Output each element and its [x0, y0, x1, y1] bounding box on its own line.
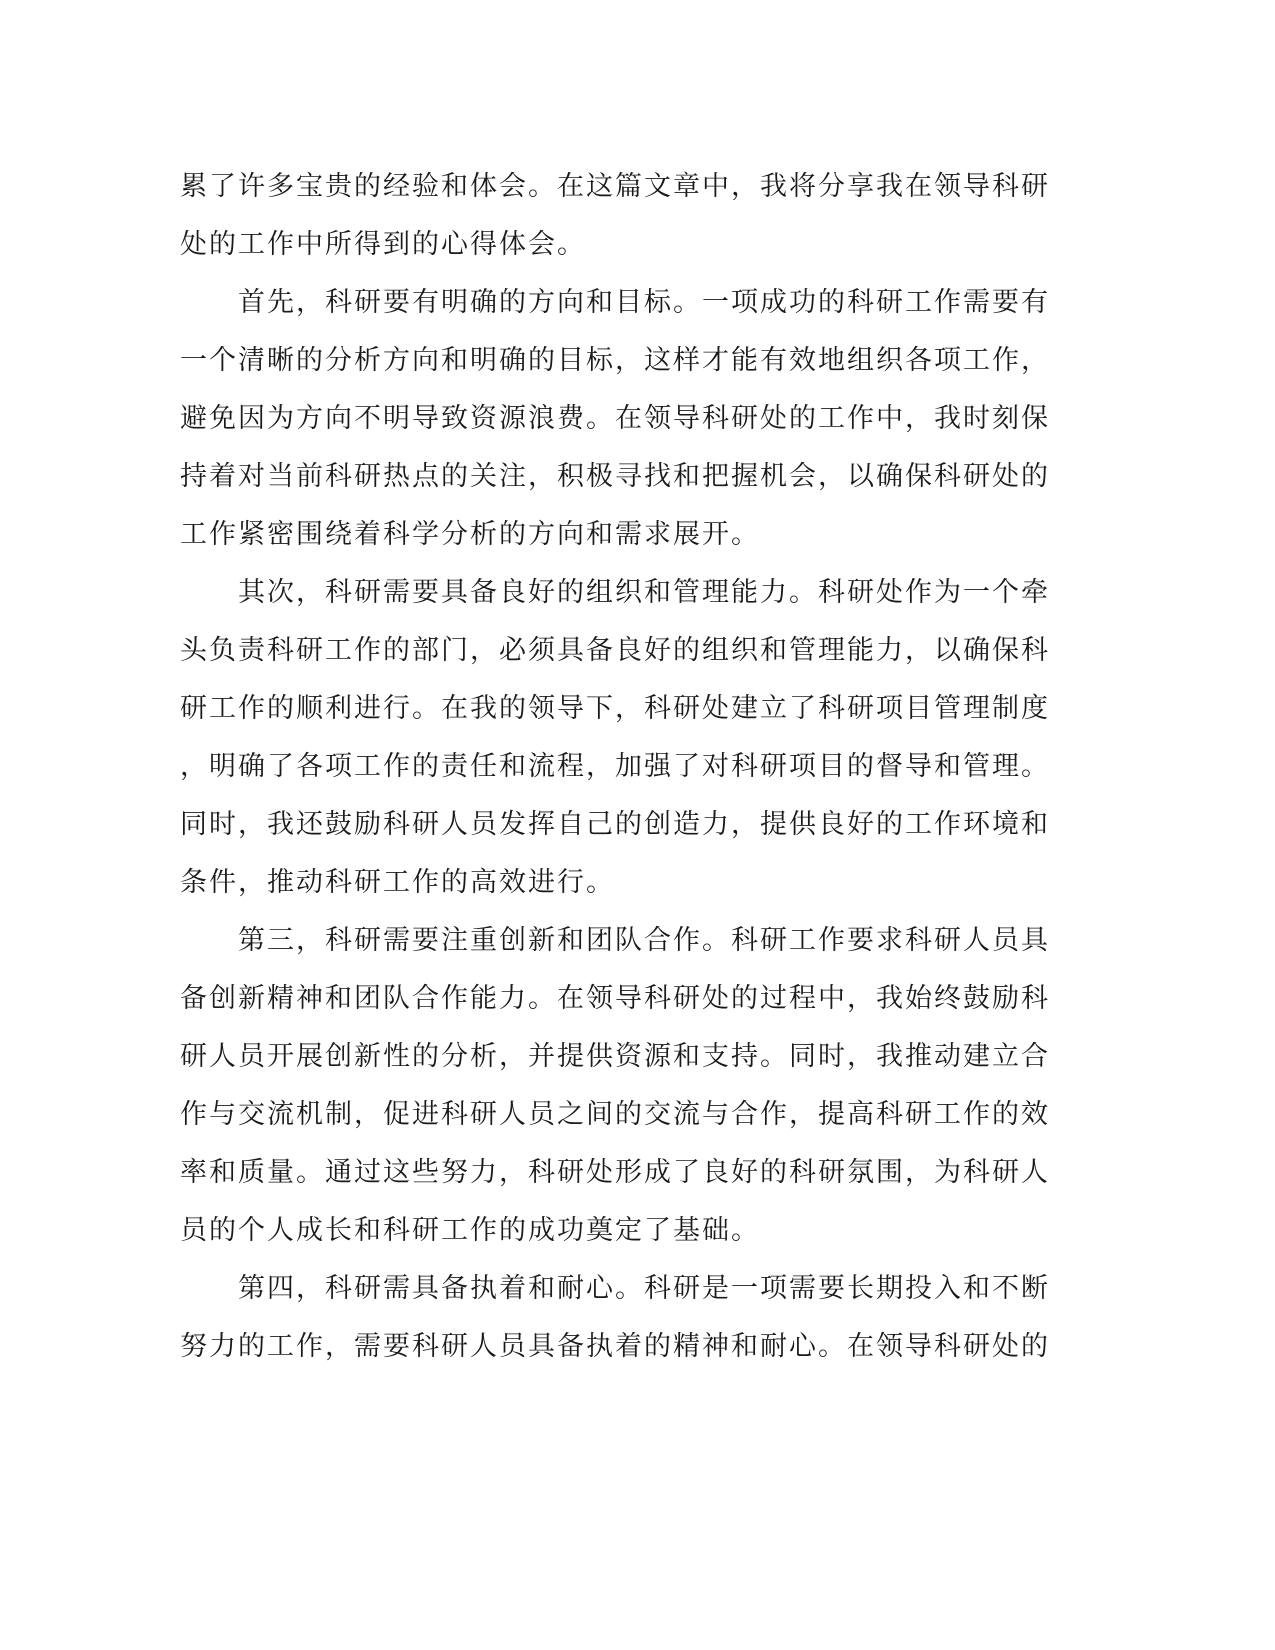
- text-line: 研人员开展创新性的分析，并提供资源和支持。同时，我推动建立合: [180, 1041, 1050, 1072]
- text-line: 率和质量。通过这些努力，科研处形成了良好的科研氛围，为科研人: [180, 1157, 1050, 1188]
- text-line: 其次，科研需要具备良好的组织和管理能力。科研处作为一个牵: [180, 577, 1050, 608]
- body-text: [180, 158, 1050, 1376]
- text-line: 持着对当前科研热点的关注，积极寻找和把握机会，以确保科研处的: [180, 461, 1050, 492]
- text-line: 作与交流机制，促进科研人员之间的交流与合作，提高科研工作的效: [180, 1099, 1050, 1130]
- text-line: 同时，我还鼓励科研人员发挥自己的创造力，提供良好的工作环境和: [180, 809, 1050, 840]
- text-line: 避免因为方向不明导致资源浪费。在领导科研处的工作中，我时刻保: [180, 403, 1050, 434]
- text-line: 头负责科研工作的部门，必须具备良好的组织和管理能力，以确保科: [180, 635, 1050, 666]
- text-line: 累了许多宝贵的经验和体会。在这篇文章中，我将分享我在领导科研: [180, 171, 1050, 202]
- text-line: 备创新精神和团队合作能力。在领导科研处的过程中，我始终鼓励科: [180, 983, 1050, 1014]
- text-line: 第三，科研需要注重创新和团队合作。科研工作要求科研人员具: [180, 925, 1050, 956]
- text-line: 一个清晰的分析方向和明确的目标，这样才能有效地组织各项工作，: [180, 345, 1050, 376]
- text-line: 员的个人成长和科研工作的成功奠定了基础。: [180, 1215, 760, 1246]
- text-line: 条件，推动科研工作的高效进行。: [180, 867, 615, 898]
- text-line: 研工作的顺利进行。在我的领导下，科研处建立了科研项目管理制度: [180, 693, 1050, 724]
- text-line: ，明确了各项工作的责任和流程，加强了对科研项目的督导和管理。: [180, 751, 1050, 782]
- text-line: 工作紧密围绕着科学分析的方向和需求展开。: [180, 519, 760, 550]
- text-line: 处的工作中所得到的心得体会。: [180, 229, 586, 260]
- text-line: 努力的工作，需要科研人员具备执着的精神和耐心。在领导科研处的: [180, 1331, 1050, 1362]
- text-line: 首先，科研要有明确的方向和目标。一项成功的科研工作需要有: [180, 287, 1050, 318]
- text-line: 第四，科研需具备执着和耐心。科研是一项需要长期投入和不断: [180, 1273, 1050, 1304]
